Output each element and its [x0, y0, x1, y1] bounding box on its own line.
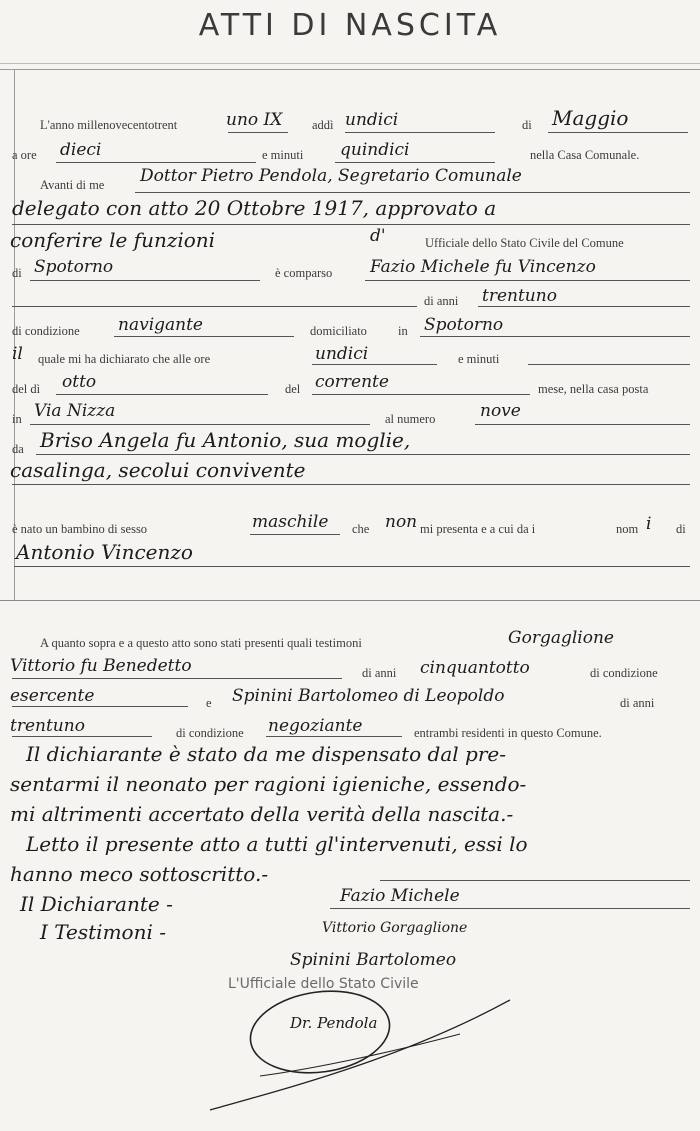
printed-presenta: mi presenta e a cui da i	[420, 522, 536, 536]
hand-testimone1: Gorgaglione	[508, 628, 614, 648]
printed-in-via: in	[12, 412, 22, 426]
hand-ore: dieci	[60, 140, 102, 160]
blank-line	[312, 364, 437, 365]
blank-line	[12, 678, 342, 679]
printed-di-anni-1: di anni	[362, 666, 397, 680]
officer-stamp-label: L'Ufficiale dello Stato Civile	[228, 976, 419, 992]
hand-minuti: quindici	[340, 140, 410, 160]
printed-di-anni-2: di anni	[620, 696, 655, 710]
testimone2-signature: Spinini Bartolomeo	[290, 950, 457, 970]
printed-ufficiale: Ufficiale dello Stato Civile del Comune	[425, 236, 624, 250]
printed-numero: al numero	[385, 412, 436, 426]
hand-ore-nascita: undici	[315, 344, 369, 364]
hand-mese-nascita: corrente	[315, 372, 389, 392]
hand-non: non	[385, 512, 418, 532]
hand-giorno-nascita: otto	[62, 372, 97, 392]
printed-di-comune: di	[12, 266, 22, 280]
section-divider	[0, 600, 700, 601]
hand-d: d'	[370, 226, 386, 246]
blank-line	[345, 132, 495, 133]
hand-domicilio: Spotorno	[424, 315, 504, 335]
blank-line	[266, 736, 402, 737]
page-title: ATTI DI NASCITA	[198, 8, 502, 43]
blank-line	[12, 706, 188, 707]
blank-line	[478, 306, 690, 307]
printed-da: da	[12, 442, 24, 456]
blank-line	[12, 484, 690, 485]
printed-di-condizione-2: di condizione	[176, 726, 244, 740]
printed-e-minuti: e minuti	[262, 148, 304, 162]
blank-line	[30, 424, 370, 425]
blank-line	[56, 162, 256, 163]
blank-line	[12, 736, 152, 737]
printed-dichiarato: quale mi ha dichiarato che alle ore	[38, 352, 211, 366]
dichiarante-signature: Fazio Michele	[340, 886, 460, 906]
printed-in: in	[398, 324, 408, 338]
hand-madre: Briso Angela fu Antonio, sua moglie,	[40, 428, 411, 452]
officer-signature-stamp	[200, 990, 520, 1120]
hand-comparente: Fazio Michele fu Vincenzo	[370, 257, 596, 277]
hand-cond1: esercente	[10, 686, 95, 706]
hand-nota2: sentarmi il neonato per ragioni igieniche, essendo-	[10, 772, 527, 796]
printed-di-condizione-1: di condizione	[590, 666, 658, 680]
hand-delegato: delegato con atto 20 Ottobre 1917, approvato a	[12, 196, 497, 220]
printed-di-end: di	[676, 522, 686, 536]
printed-minuti: e minuti	[458, 352, 500, 366]
divider	[0, 69, 700, 70]
printed-casa: nella Casa Comunale.	[530, 148, 640, 162]
blank-line	[548, 132, 688, 133]
hand-mese: Maggio	[552, 106, 629, 130]
blank-line	[228, 132, 288, 133]
printed-domiciliato: domiciliato	[310, 324, 367, 338]
hand-testimone2: Spinini Bartolomeo di Leopoldo	[232, 686, 505, 706]
printed-nato: è nato un bambino di sesso	[12, 522, 148, 536]
printed-del: del	[285, 382, 301, 396]
blank-line	[528, 364, 690, 365]
hand-anno: uno IX	[226, 110, 283, 130]
blank-line	[12, 306, 417, 307]
blank-line	[14, 566, 690, 567]
blank-line	[380, 880, 690, 881]
printed-comparso: è comparso	[275, 266, 333, 280]
blank-line	[365, 280, 690, 281]
hand-nota5: hanno meco sottoscritto.-	[10, 862, 269, 886]
hand-numero: nove	[480, 401, 521, 421]
printed-e: e	[206, 696, 212, 710]
blank-line	[312, 394, 530, 395]
blank-line	[135, 192, 690, 193]
hand-i-suffix: i	[646, 514, 652, 534]
hand-nota1: Il dichiarante è stato da me dispensato dal pre-	[26, 742, 506, 766]
printed-del-di: del dì	[12, 382, 41, 396]
divider	[0, 63, 700, 64]
hand-eta2: trentuno	[10, 716, 85, 736]
hand-testimoni-label: I Testimoni -	[40, 920, 166, 944]
hand-madre-2: casalinga, secolui convivente	[10, 458, 306, 482]
hand-nota4: Letto il presente atto a tutti gl'intervenuti, essi lo	[26, 832, 528, 856]
blank-line	[114, 336, 294, 337]
blank-line	[475, 424, 690, 425]
printed-nome: nom	[616, 522, 639, 536]
hand-nomi: Antonio Vincenzo	[16, 540, 193, 564]
printed-addi: addì	[312, 118, 334, 132]
blank-line	[56, 394, 268, 395]
hand-comune: Spotorno	[34, 257, 114, 277]
printed-che: che	[352, 522, 370, 536]
hand-il: il	[12, 344, 23, 364]
hand-conferire: conferire le funzioni	[10, 228, 216, 252]
hand-nota3: mi altrimenti accertato della verità della nascita.-	[10, 802, 514, 826]
officer-signature: Dr. Pendola	[290, 1014, 378, 1032]
printed-condizione: di condizione	[12, 324, 80, 338]
hand-testimone1b: Vittorio fu Benedetto	[10, 656, 192, 676]
blank-line	[12, 224, 690, 225]
hand-cond2: negoziante	[268, 716, 363, 736]
testimone1-signature: Vittorio Gorgaglione	[322, 920, 468, 936]
blank-line	[335, 162, 495, 163]
printed-di: di	[522, 118, 532, 132]
hand-dichiarante-label: Il Dichiarante -	[20, 892, 173, 916]
hand-professione: navigante	[118, 315, 203, 335]
blank-line	[36, 454, 690, 455]
printed-di-anni: di anni	[424, 294, 459, 308]
printed-anno: L'anno millenovecentotrent	[40, 118, 178, 132]
hand-eta1: cinquantotto	[420, 658, 530, 678]
blank-line	[250, 534, 340, 535]
hand-via: Via Nizza	[34, 401, 116, 421]
hand-sesso: maschile	[252, 512, 329, 532]
hand-eta: trentuno	[482, 286, 557, 306]
printed-avanti: Avanti di me	[40, 178, 105, 192]
blank-line	[420, 336, 690, 337]
printed-a-ore: a ore	[12, 148, 37, 162]
hand-giorno: undici	[345, 110, 399, 130]
hand-ufficiale: Dottor Pietro Pendola, Segretario Comunale	[140, 166, 522, 186]
printed-residenti: entrambi residenti in questo Comune.	[414, 726, 602, 740]
printed-testimoni: A quanto sopra e a questo atto sono stati presenti quali testimoni	[40, 636, 362, 650]
printed-mese: mese, nella casa posta	[538, 382, 649, 396]
blank-line	[330, 908, 690, 909]
blank-line	[30, 280, 260, 281]
